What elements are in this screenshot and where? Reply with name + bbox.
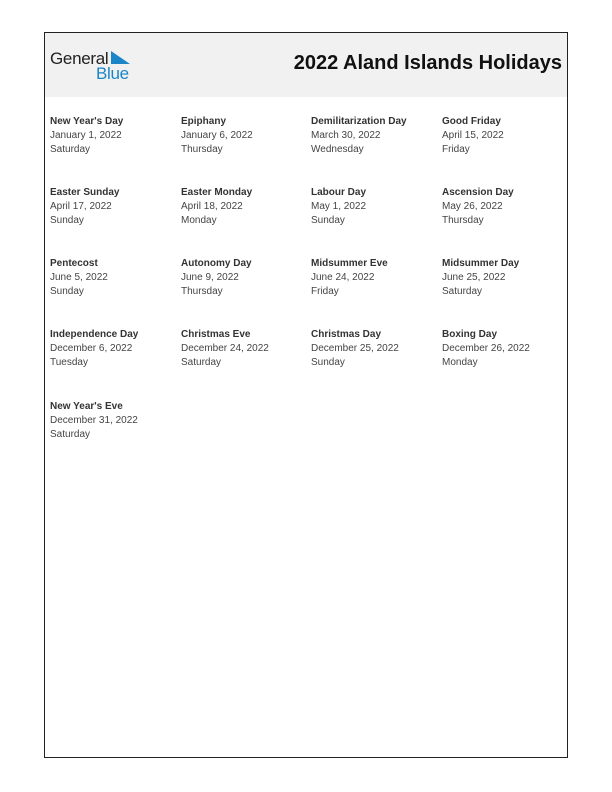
holiday-weekday: Wednesday — [311, 144, 364, 155]
holiday-entry — [311, 328, 436, 370]
holiday-name: Easter Sunday — [50, 187, 120, 198]
header-band — [45, 33, 567, 97]
page-title: 2022 Aland Islands Holidays — [293, 52, 562, 74]
holiday-date: May 1, 2022 — [311, 201, 367, 212]
holiday-weekday: Thursday — [181, 286, 223, 297]
holiday-date: May 26, 2022 — [442, 201, 503, 212]
holiday-entry — [181, 115, 306, 157]
holiday-name: Christmas Day — [311, 329, 382, 340]
holiday-weekday: Saturday — [50, 144, 91, 155]
holiday-date: April 17, 2022 — [50, 201, 112, 212]
holiday-date: March 30, 2022 — [311, 130, 381, 141]
holiday-date: June 9, 2022 — [181, 272, 239, 283]
holiday-entry — [442, 115, 567, 157]
holiday-weekday: Sunday — [311, 215, 345, 226]
holiday-entry — [181, 257, 306, 299]
holiday-entry — [50, 400, 175, 442]
holiday-name: Boxing Day — [442, 329, 498, 340]
holiday-weekday: Monday — [181, 215, 217, 226]
holiday-entry — [442, 186, 567, 228]
holiday-date: April 15, 2022 — [442, 130, 504, 141]
holiday-name: Midsummer Eve — [311, 258, 388, 269]
holiday-name: Demilitarization Day — [311, 116, 407, 127]
holiday-date: December 31, 2022 — [50, 415, 138, 426]
holiday-date: January 1, 2022 — [50, 130, 122, 141]
holiday-entry — [311, 186, 436, 228]
holiday-entry — [181, 328, 306, 370]
holiday-entry — [50, 257, 175, 299]
holiday-weekday: Saturday — [442, 286, 483, 297]
brand-logo — [50, 49, 140, 85]
holiday-name: Labour Day — [311, 187, 367, 198]
holiday-entry — [50, 186, 175, 228]
holiday-date: December 25, 2022 — [311, 343, 399, 354]
holiday-name: Independence Day — [50, 329, 139, 340]
holiday-date: June 24, 2022 — [311, 272, 375, 283]
holiday-date: December 26, 2022 — [442, 343, 530, 354]
holiday-name: Autonomy Day — [181, 258, 252, 269]
holiday-weekday: Sunday — [50, 215, 84, 226]
holiday-name: Epiphany — [181, 116, 227, 127]
holiday-entry — [311, 115, 436, 157]
holiday-weekday: Sunday — [311, 357, 345, 368]
logo-text-general: General — [50, 49, 109, 68]
logo-text-blue: Blue — [96, 64, 129, 83]
holiday-date: December 24, 2022 — [181, 343, 269, 354]
holiday-name: Good Friday — [442, 116, 501, 127]
holiday-weekday: Friday — [311, 286, 339, 297]
holiday-weekday: Tuesday — [50, 357, 88, 368]
holiday-weekday: Monday — [442, 357, 478, 368]
holiday-entry — [181, 186, 306, 228]
holiday-entry — [50, 115, 175, 157]
holiday-date: December 6, 2022 — [50, 343, 133, 354]
holiday-weekday: Thursday — [181, 144, 223, 155]
logo-triangle-icon — [111, 51, 130, 64]
holiday-entry — [442, 257, 567, 299]
holiday-weekday: Saturday — [181, 357, 222, 368]
holiday-name: New Year's Day — [50, 116, 124, 127]
holiday-entry — [442, 328, 567, 370]
holiday-weekday: Saturday — [50, 429, 91, 440]
holiday-date: June 25, 2022 — [442, 272, 506, 283]
holiday-name: Pentecost — [50, 258, 98, 269]
holiday-date: April 18, 2022 — [181, 201, 243, 212]
holiday-weekday: Thursday — [442, 215, 484, 226]
holiday-name: Easter Monday — [181, 187, 253, 198]
calendar-page — [44, 32, 568, 758]
holiday-entry — [50, 328, 175, 370]
holiday-date: June 5, 2022 — [50, 272, 108, 283]
holiday-entry — [311, 257, 436, 299]
holiday-weekday: Friday — [442, 144, 470, 155]
holiday-date: January 6, 2022 — [181, 130, 253, 141]
holiday-name: Midsummer Day — [442, 258, 520, 269]
holiday-name: New Year's Eve — [50, 401, 123, 412]
holiday-name: Christmas Eve — [181, 329, 251, 340]
holiday-weekday: Sunday — [50, 286, 84, 297]
holiday-name: Ascension Day — [442, 187, 514, 198]
